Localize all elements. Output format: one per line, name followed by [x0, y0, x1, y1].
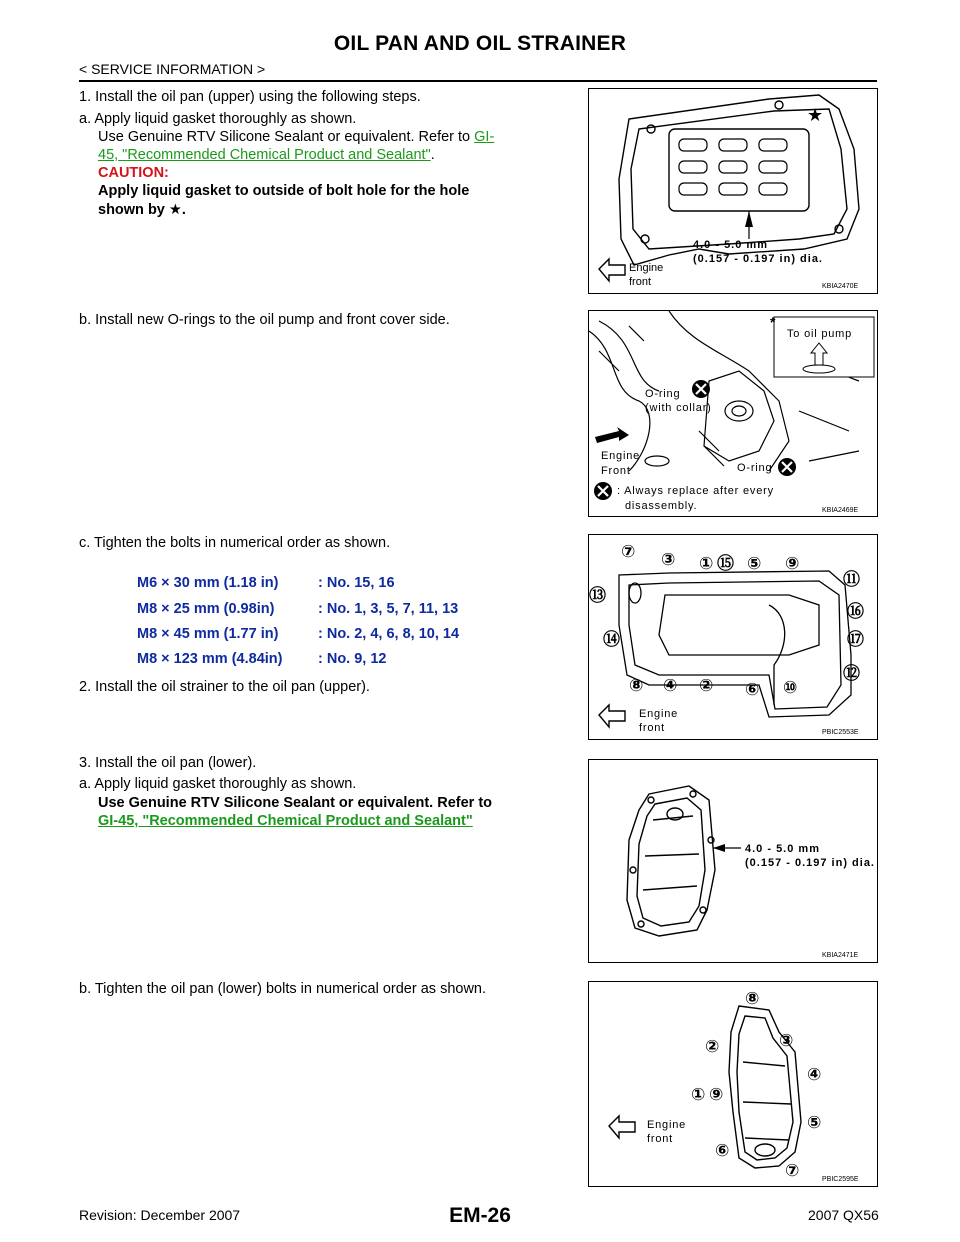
svg-text:*: * [770, 314, 776, 330]
gi-45-link-1b[interactable]: 45, "Recommended Chemical Product and Sealant" [98, 147, 431, 163]
bolt-number-7: ⑦ [785, 1161, 800, 1180]
fig2-oring-collar-1: O-ring [645, 388, 681, 400]
step-1: 1. Install the oil pan (upper) using the following steps. [79, 89, 421, 105]
engine-front-arrow-icon [599, 705, 625, 727]
fig5-engine-1: Engine [647, 1119, 687, 1131]
fig1-dim-1: 4.0 - 5.0 mm [693, 239, 768, 251]
figure-oil-pan-upper-gasket [588, 88, 878, 294]
fig4-dim-2: (0.157 - 0.197 in) dia. [745, 857, 875, 869]
fig5-code: PBIC2595E [822, 1176, 859, 1183]
bolt-number-2: ② [699, 676, 714, 695]
bolt-number-6: ⑥ [715, 1141, 730, 1160]
replace-icon [594, 482, 612, 500]
bolt-row: M8 × 123 mm (4.84in) : No. 9, 12 [137, 651, 387, 667]
star-icon: ★ [807, 105, 824, 125]
bolt-number-17: ⑰ [847, 630, 864, 649]
fig1-code: KBIA2470E [822, 283, 859, 290]
step-1a-link-line: 45, "Recommended Chemical Product and Sealant". [98, 147, 435, 163]
fig5-engine-2: front [647, 1133, 674, 1145]
fig3-code: PBIC2553E [822, 729, 859, 736]
bolt-number-5: ⑤ [747, 554, 762, 573]
page-number: EM-26 [449, 1204, 511, 1227]
fig2-to-oil-pump: To oil pump [787, 328, 853, 340]
figure-oil-pan-lower-gasket [588, 759, 878, 963]
model-label: 2007 QX56 [808, 1207, 879, 1223]
fig2-legend-1: : Always replace after every [617, 485, 774, 497]
fig3-engine-1: Engine [639, 708, 679, 720]
step-1a-detail: Use Genuine RTV Silicone Sealant or equivalent. Refer to GI- [98, 129, 495, 145]
step-3a-detail: Use Genuine RTV Silicone Sealant or equivalent. Refer to [98, 795, 493, 811]
bolt-number-15: ⑮ [717, 554, 734, 573]
step-3a-link-line [98, 812, 473, 830]
gi-45-link-3a[interactable]: GI-45, "Recommended Chemical Product and Sealant" [98, 813, 473, 829]
bolt-row: M8 × 25 mm (0.98in) : No. 1, 3, 5, 7, 11, 13 [137, 601, 459, 617]
caution-label: CAUTION: [98, 165, 169, 181]
bolt-number-2: ② [705, 1037, 720, 1056]
bolt-number-11: ⑪ [843, 570, 860, 589]
section-label: < SERVICE INFORMATION > [79, 61, 266, 77]
fig2-oring-collar-2: (with collar) [645, 402, 712, 414]
replace-icon [692, 380, 710, 398]
bolt-number-1: ① [691, 1085, 706, 1104]
bolt-number-16: ⑯ [847, 602, 864, 621]
step-2: 2. Install the oil strainer to the oil pan (upper). [79, 679, 370, 695]
bolt-number-10: ⑩ [783, 678, 798, 697]
figure-bolt-order-lower [588, 981, 878, 1187]
step-1a: a. Apply liquid gasket thoroughly as shown. [79, 111, 357, 127]
bolt-number-4: ④ [807, 1065, 822, 1084]
fig1-engine-2: front [629, 276, 652, 288]
engine-front-arrow-icon [595, 427, 629, 443]
bolt-number-1: ① [699, 554, 714, 573]
fig3-engine-2: front [639, 722, 666, 734]
bolt-number-13: ⑬ [589, 586, 606, 605]
engine-front-arrow-icon [599, 259, 625, 281]
bolt-number-12: ⑫ [843, 664, 860, 683]
step-3a: a. Apply liquid gasket thoroughly as shown. [79, 776, 357, 792]
bolt-number-8: ⑧ [629, 676, 644, 695]
figure-bolt-order-upper [588, 534, 878, 740]
engine-front-arrow-icon [609, 1116, 635, 1138]
bolt-number-14: ⑭ [603, 630, 620, 649]
bolt-number-7: ⑦ [621, 542, 636, 561]
fig4-code: KBIA2471E [822, 952, 859, 959]
gi-45-link-1a[interactable]: GI- [474, 129, 495, 145]
bolt-number-5: ⑤ [807, 1113, 822, 1132]
fig2-engine-2: Front [601, 465, 631, 477]
replace-icon [778, 458, 796, 476]
bolt-number-8: ⑧ [745, 989, 760, 1008]
step-3b: b. Tighten the oil pan (lower) bolts in numerical order as shown. [79, 981, 487, 997]
page-title: OIL PAN AND OIL STRAINER [333, 32, 627, 55]
revision-date: Revision: December 2007 [79, 1207, 241, 1223]
fig2-code: KBIA2469E [822, 507, 859, 514]
step-3: 3. Install the oil pan (lower). [79, 755, 257, 771]
fig1-dim-2: (0.157 - 0.197 in) dia. [693, 253, 823, 265]
caution-text-2: shown by ★. [98, 202, 186, 218]
bolt-number-3: ③ [661, 550, 676, 569]
bolt-number-9: ⑨ [785, 554, 800, 573]
bolt-row: M6 × 30 mm (1.18 in) : No. 15, 16 [137, 575, 395, 591]
figure-o-rings [588, 310, 878, 517]
bolt-row: M8 × 45 mm (1.77 in) : No. 2, 4, 6, 8, 10, 14 [137, 626, 460, 642]
fig2-engine-1: Engine [601, 450, 641, 462]
step-1c: c. Tighten the bolts in numerical order as shown. [79, 535, 391, 551]
header-rule [79, 80, 877, 82]
bolt-number-9: ⑨ [709, 1085, 724, 1104]
fig2-oring: O-ring [737, 462, 773, 474]
bolt-number-4: ④ [663, 676, 678, 695]
bolt-number-6: ⑥ [745, 680, 760, 699]
step-1b: b. Install new O-rings to the oil pump and front cover side. [79, 312, 450, 328]
caution-text-1: Apply liquid gasket to outside of bolt hole for the hole [98, 183, 470, 199]
fig1-engine-1: Engine [629, 262, 664, 274]
bolt-number-3: ③ [779, 1031, 794, 1050]
fig2-legend-2: disassembly. [625, 500, 698, 512]
fig4-dim-1: 4.0 - 5.0 mm [745, 843, 820, 855]
